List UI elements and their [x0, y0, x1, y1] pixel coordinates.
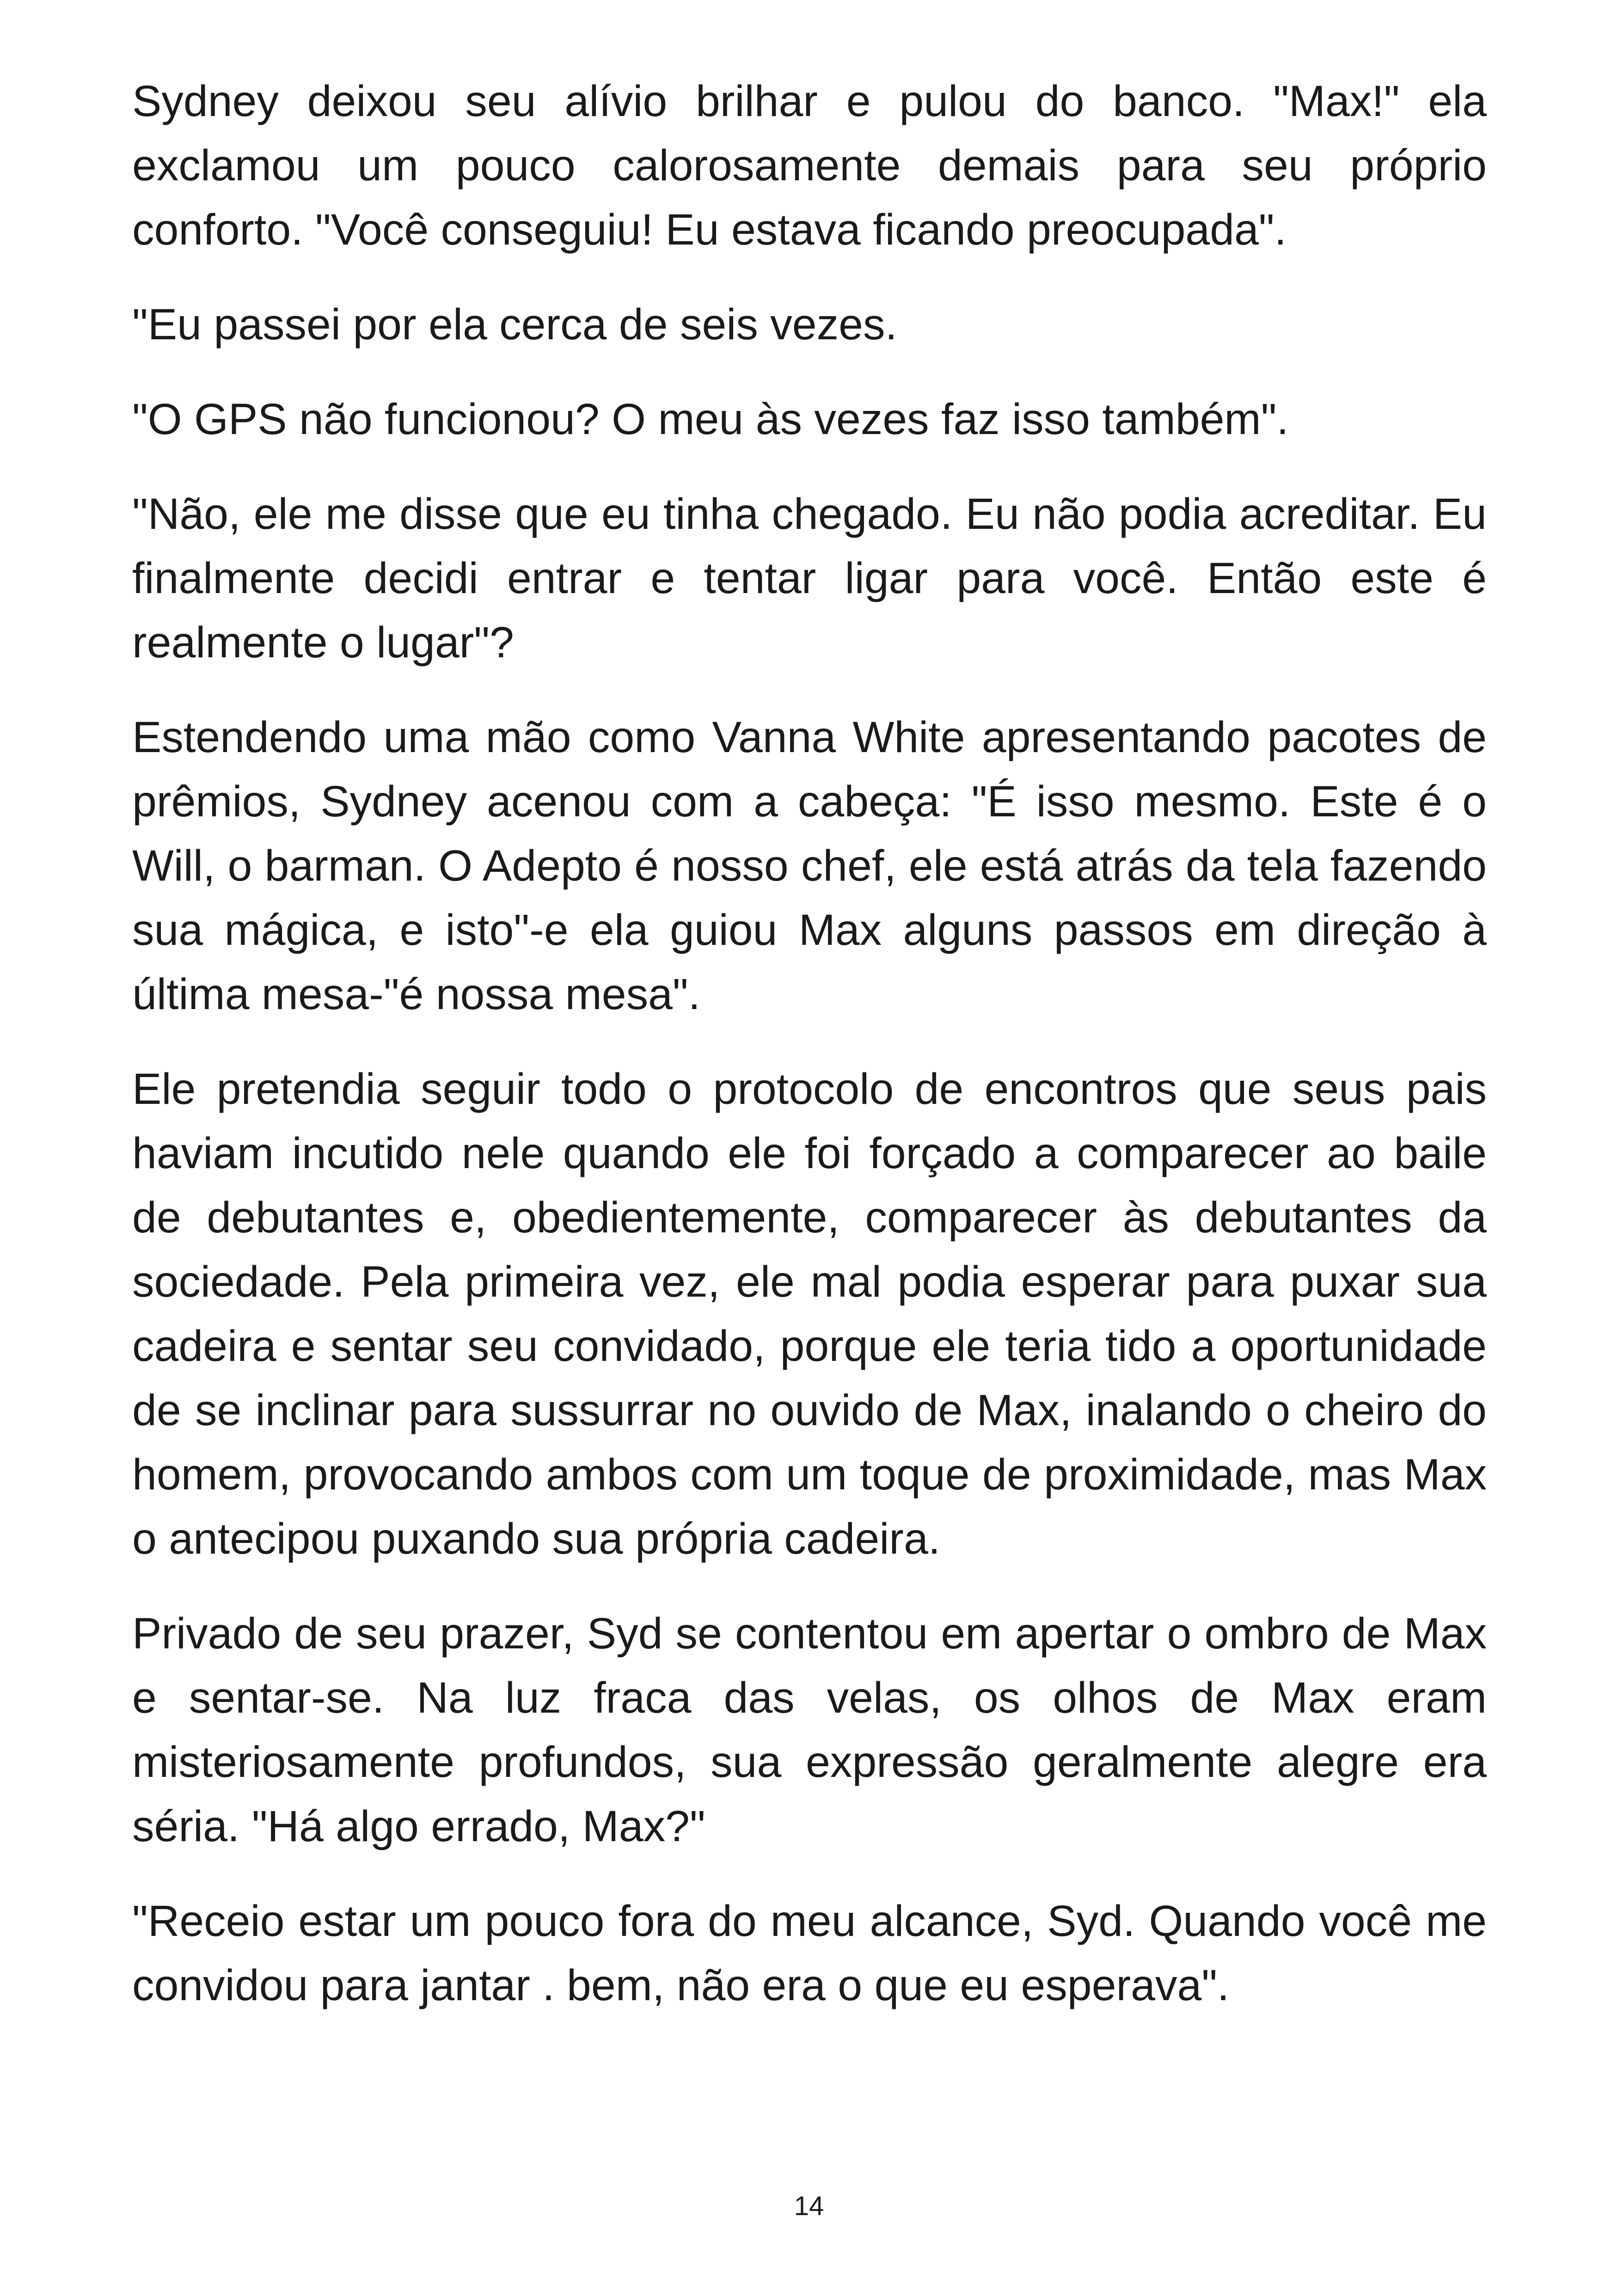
paragraph-7: Privado de seu prazer, Syd se contentou em apertar o ombro de Max e sentar-se. Na luz fraca das velas, os olhos de Max eram misteriosamente profundos, sua expressão geralmente alegre era séria. "Há algo errado, Max?" [132, 1609, 1487, 1851]
page-body [132, 69, 1487, 2048]
paragraph-2: "Eu passei por ela cerca de seis vezes. [132, 300, 897, 349]
paragraph-5: Estendendo uma mão como Vanna White apresentando pacotes de prêmios, Sydney acenou com a cabeça: "É isso mesmo. Este é o Will, o barman. O Adepto é nosso chef, ele está atrás da tela fazendo sua mágica, e isto"-e ela guiou Max alguns passos em direção à última mesa-"é nossa mesa". [132, 713, 1487, 1019]
page-number: 14 [794, 2191, 824, 2221]
paragraph-8: "Receio estar um pouco fora do meu alcance, Syd. Quando você me convidou para jantar . bem, não era o que eu esperava". [132, 1897, 1487, 2010]
paragraph-1: Sydney deixou seu alívio brilhar e pulou do banco. "Max!" ela exclamou um pouco calorosamente demais para seu próprio conforto. "Você conseguiu! Eu estava ficando preocupada". [132, 77, 1487, 254]
paragraph-6: Ele pretendia seguir todo o protocolo de encontros que seus pais haviam incutido nele quando ele foi forçado a comparecer ao baile de debutantes e, obedientemente, comparecer às debutantes da sociedade. Pela primeira vez, ele mal podia esperar para puxar sua cadeira e sentar seu convidado, porque ele teria tido a oportunidade de se inclinar para sussurrar no ouvido de Max, inalando o cheiro do homem, provocando ambos com um toque de proximidade, mas Max o antecipou puxando sua própria cadeira. [132, 1065, 1487, 1563]
paragraph-3: "O GPS não funcionou? O meu às vezes faz isso também". [132, 395, 1289, 444]
paragraph-4: "Não, ele me disse que eu tinha chegado. Eu não podia acreditar. Eu finalmente decidi entrar e tentar ligar para você. Então este é realmente o lugar"? [132, 490, 1487, 667]
